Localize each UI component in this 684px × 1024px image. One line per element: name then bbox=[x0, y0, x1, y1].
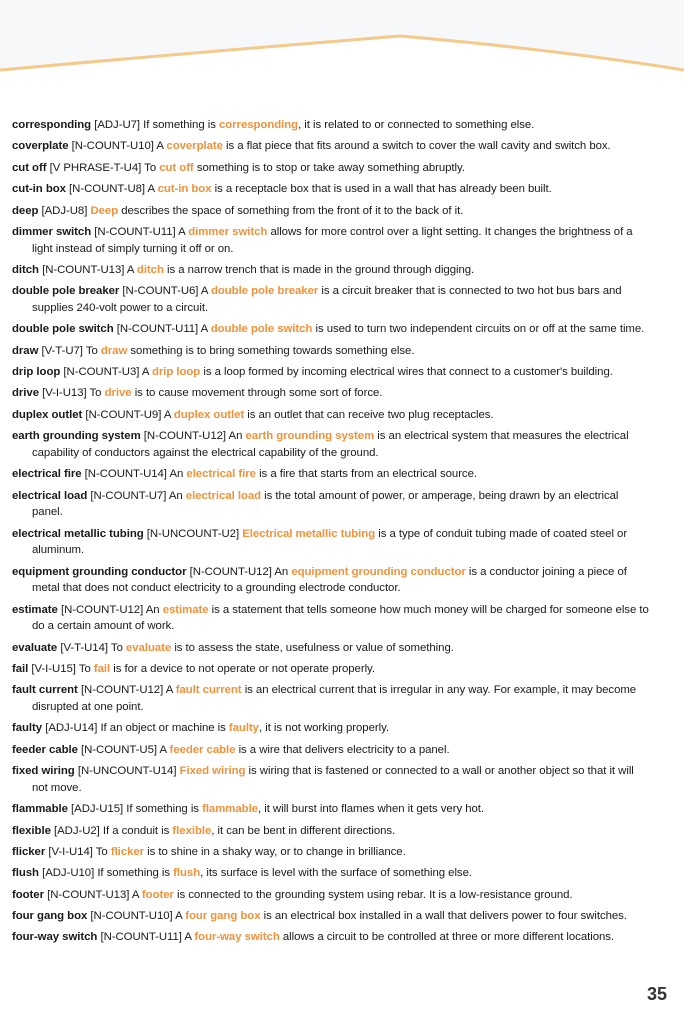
entry-term: cut-in box bbox=[12, 183, 66, 196]
entry-text-after: is a type of conduit tubing made of coated steel or aluminum. bbox=[32, 527, 628, 557]
entry-tag: [N-COUNT-U11] bbox=[94, 225, 176, 238]
entry-term: flammable bbox=[12, 803, 68, 816]
entry-tag: [ADJ-U7] bbox=[94, 119, 141, 131]
entry-highlight: Fixed wiring bbox=[179, 765, 246, 778]
entry-text-before: To bbox=[95, 845, 108, 858]
entry-term: dimmer switch bbox=[12, 225, 92, 238]
entry-highlight: electrical fire bbox=[186, 468, 256, 481]
entry-tag: [V-T-U14] bbox=[60, 641, 108, 654]
entry-text-before: A bbox=[184, 931, 192, 944]
entry-term: drip loop bbox=[12, 366, 61, 379]
entry-tag: [ADJ-U15] bbox=[71, 803, 124, 816]
entry-text-before: To bbox=[78, 662, 91, 675]
entry-highlight: faulty bbox=[228, 722, 259, 735]
glossary-entry bbox=[12, 929, 652, 946]
entry-highlight: coverplate bbox=[166, 140, 223, 153]
entry-term: double pole switch bbox=[12, 323, 114, 336]
entry-highlight: drive bbox=[104, 387, 132, 400]
entry-text-after: allows for more control over a light setting. It changes the brightness of a light instead of simply turning it off or on. bbox=[32, 225, 633, 255]
entry-text-after: is to assess the state, usefulness or value of something. bbox=[174, 641, 454, 654]
glossary-entry bbox=[12, 602, 652, 635]
entry-tag: [N-COUNT-U12] bbox=[189, 565, 272, 578]
entry-term: fail bbox=[12, 662, 29, 675]
glossary-entry bbox=[12, 385, 652, 402]
entry-text-after: is an electrical box installed in a wall that delivers power to four switches. bbox=[263, 910, 627, 923]
entry-tag: [N-COUNT-U7] bbox=[90, 489, 167, 502]
glossary-entry bbox=[12, 364, 652, 381]
entry-term: drive bbox=[12, 387, 39, 400]
entry-text-before: To bbox=[85, 344, 98, 357]
entry-text-after: something is to bring something towards something else. bbox=[130, 344, 415, 357]
entry-text-after: is a loop formed by incoming electrical wires that connect to a customer's building. bbox=[203, 366, 613, 379]
glossary-entry bbox=[12, 160, 652, 177]
entry-term: evaluate bbox=[12, 641, 58, 654]
glossary-entry bbox=[12, 283, 652, 316]
entry-term: four-way switch bbox=[12, 931, 98, 944]
entry-tag: [N-COUNT-U11] bbox=[100, 931, 182, 944]
entry-text-before: A bbox=[131, 888, 139, 901]
entry-text-before: A bbox=[126, 263, 134, 276]
glossary-entry bbox=[12, 640, 652, 657]
entry-tag: [N-COUNT-U12] bbox=[80, 684, 164, 697]
entry-highlight: corresponding bbox=[218, 119, 299, 131]
entry-tag: [V-I-U13] bbox=[42, 387, 87, 400]
entry-highlight: drip loop bbox=[151, 366, 201, 379]
entry-text-after: is used to turn two independent circuits on or off at the same time. bbox=[315, 323, 645, 336]
entry-highlight: four-way switch bbox=[194, 931, 280, 944]
glossary-entry bbox=[12, 407, 652, 424]
entry-tag: [N-COUNT-U3] bbox=[63, 366, 140, 379]
entry-text-after: is a statement that tells someone how much money will be charged for someone else to do a certain amount of work. bbox=[32, 603, 649, 633]
entry-text-after: is a narrow trench that is made in the ground through digging. bbox=[167, 263, 475, 276]
entry-highlight: earth grounding system bbox=[245, 430, 375, 443]
entry-highlight: equipment grounding conductor bbox=[291, 565, 466, 578]
entry-term: electrical fire bbox=[12, 468, 82, 481]
entry-text-before: An bbox=[169, 468, 184, 481]
entry-text-before: If a conduit is bbox=[102, 824, 170, 837]
entry-text-before: An bbox=[168, 489, 183, 502]
entry-highlight: fault current bbox=[175, 684, 242, 697]
entry-text-after: is a conductor joining a piece of metal that does not conduct electricity to a grounding electrode conductor. bbox=[32, 565, 627, 595]
glossary-entry bbox=[12, 466, 652, 483]
entry-text-before: If something is bbox=[143, 119, 216, 131]
entry-text-before: A bbox=[178, 225, 186, 238]
page-number: 35 bbox=[646, 984, 667, 1004]
entry-text-before: A bbox=[165, 684, 173, 697]
glossary-entry bbox=[12, 682, 652, 715]
entry-text-after: is an electrical current that is irregular in any way. For example, it may become disrupted at one point. bbox=[32, 684, 637, 713]
entry-term: electrical load bbox=[12, 489, 88, 502]
entry-tag: [V-T-U7] bbox=[41, 344, 83, 357]
entry-term: cut off bbox=[12, 161, 47, 174]
entry-term: corresponding bbox=[12, 119, 92, 131]
entry-term: coverplate bbox=[12, 140, 69, 153]
entry-tag: [ADJ-U2] bbox=[53, 824, 100, 837]
entry-term: electrical metallic tubing bbox=[12, 527, 144, 540]
entry-text-before: A bbox=[163, 408, 171, 421]
entry-highlight: ditch bbox=[136, 263, 164, 276]
glossary-entry bbox=[12, 742, 652, 759]
glossary-entry bbox=[12, 138, 652, 155]
entry-text-after: something is to stop or take away something abruptly. bbox=[196, 161, 465, 174]
entry-highlight: estimate bbox=[162, 603, 209, 616]
glossary-list bbox=[12, 117, 652, 951]
entry-text-after: is the total amount of power, or amperage, being drawn by an electrical panel. bbox=[32, 489, 619, 519]
entry-tag: [N-COUNT-U14] bbox=[84, 468, 167, 481]
entry-tag: [N-COUNT-U13] bbox=[42, 263, 125, 276]
glossary-entry bbox=[12, 428, 652, 461]
entry-term: earth grounding system bbox=[12, 430, 141, 443]
entry-tag: [N-COUNT-U12] bbox=[60, 603, 144, 616]
entry-text-before: A bbox=[175, 910, 183, 923]
entry-term: four gang box bbox=[12, 910, 88, 923]
entry-term: faulty bbox=[12, 722, 43, 735]
entry-text-after: , it is not working properly. bbox=[258, 722, 389, 735]
entry-text-after: allows a circuit to be controlled at three or more different locations. bbox=[282, 931, 615, 944]
entry-tag: [N-COUNT-U6] bbox=[122, 285, 199, 298]
entry-text-before: A bbox=[200, 323, 208, 336]
glossary-entry bbox=[12, 823, 652, 840]
glossary-entry bbox=[12, 908, 652, 925]
glossary-entry bbox=[12, 865, 652, 882]
glossary-entry bbox=[12, 763, 652, 796]
entry-highlight: evaluate bbox=[125, 641, 172, 654]
entry-highlight: duplex outlet bbox=[173, 408, 245, 421]
entry-highlight: cut-in box bbox=[157, 183, 212, 196]
entry-term: flexible bbox=[12, 824, 51, 837]
entry-highlight: electrical load bbox=[185, 489, 262, 502]
entry-text-before: To bbox=[89, 387, 102, 400]
glossary-entry bbox=[12, 488, 652, 521]
entry-term: ditch bbox=[12, 263, 39, 276]
entry-text-before: An bbox=[274, 565, 289, 578]
entry-text-before: A bbox=[156, 140, 164, 153]
entry-tag: [N-COUNT-U13] bbox=[47, 888, 130, 901]
entry-tag: [V-I-U15] bbox=[31, 662, 76, 675]
entry-text-before: If something is bbox=[126, 803, 199, 816]
glossary-entry bbox=[12, 661, 652, 678]
entry-text-after: is a fire that starts from an electrical source. bbox=[259, 468, 477, 481]
entry-term: flush bbox=[12, 867, 39, 880]
glossary-entry bbox=[12, 526, 652, 559]
glossary-entry bbox=[12, 844, 652, 861]
entry-tag: [N-COUNT-U5] bbox=[81, 743, 157, 756]
entry-highlight: footer bbox=[141, 888, 174, 901]
entry-text-before: If something is bbox=[97, 867, 171, 880]
entry-highlight: feeder cable bbox=[169, 743, 236, 756]
entry-highlight: fail bbox=[93, 662, 111, 675]
glossary-entry bbox=[12, 117, 652, 134]
entry-text-after: is to cause movement through some sort of force. bbox=[134, 387, 383, 400]
entry-term: deep bbox=[12, 204, 39, 217]
header-decoration bbox=[0, 0, 684, 80]
entry-highlight: dimmer switch bbox=[188, 225, 268, 238]
entry-text-after: is an outlet that can receive two plug receptacles. bbox=[247, 408, 494, 421]
entry-tag: [V PHRASE-T-U4] bbox=[49, 161, 142, 174]
entry-text-before: If an object or machine is bbox=[100, 722, 226, 735]
glossary-entry bbox=[12, 262, 652, 279]
entry-text-after: , it is related to or connected to something else. bbox=[298, 119, 535, 131]
entry-term: draw bbox=[12, 344, 39, 357]
entry-term: flicker bbox=[12, 845, 46, 858]
entry-tag: [N-COUNT-U8] bbox=[69, 183, 146, 196]
entry-text-before: A bbox=[147, 183, 155, 196]
glossary-entry bbox=[12, 203, 652, 220]
glossary-entry bbox=[12, 321, 652, 338]
entry-tag: [N-COUNT-U9] bbox=[85, 408, 162, 421]
entry-text-before: A bbox=[141, 366, 149, 379]
entry-text-before: To bbox=[144, 161, 157, 174]
entry-text-before: A bbox=[200, 285, 208, 298]
entry-text-before: An bbox=[228, 430, 243, 443]
entry-text-after: is to shine in a shaky way, or to change in brilliance. bbox=[147, 845, 406, 858]
entry-highlight: draw bbox=[100, 344, 128, 357]
entry-highlight: cut off bbox=[159, 161, 194, 174]
entry-text-after: , its surface is level with the surface of something else. bbox=[200, 867, 472, 880]
entry-text-after: is wiring that is fastened or connected to a wall or another object so that it will not move. bbox=[32, 765, 634, 794]
entry-text-after: is a circuit breaker that is connected to two hot bus bars and supplies 240-volt power to a circuit. bbox=[32, 285, 622, 314]
entry-text-after: is an electrical system that measures the electrical capability of conductors against the electrical capability of the ground. bbox=[32, 430, 629, 459]
entry-highlight: flicker bbox=[110, 845, 145, 858]
glossary-entry bbox=[12, 801, 652, 818]
entry-text-after: is connected to the grounding system using rebar. It is a low-resistance ground. bbox=[177, 888, 573, 901]
entry-text-after: describes the space of something from the front of it to the back of it. bbox=[121, 204, 464, 217]
entry-term: double pole breaker bbox=[12, 285, 120, 298]
entry-highlight: flammable bbox=[202, 803, 258, 816]
entry-term: equipment grounding conductor bbox=[12, 565, 187, 578]
entry-highlight: four gang box bbox=[185, 910, 261, 923]
entry-tag: [N-COUNT-U10] bbox=[71, 140, 154, 153]
entry-text-after: is a wire that delivers electricity to a panel. bbox=[238, 743, 450, 756]
glossary-entry bbox=[12, 181, 652, 198]
entry-term: fault current bbox=[12, 684, 78, 697]
entry-text-after: is a receptacle box that is used in a wall that has already been built. bbox=[214, 183, 552, 196]
entry-highlight: double pole switch bbox=[210, 323, 313, 336]
entry-tag: [ADJ-U14] bbox=[45, 722, 98, 735]
entry-tag: [V-I-U14] bbox=[48, 845, 93, 858]
entry-term: feeder cable bbox=[12, 743, 78, 756]
entry-highlight: Deep bbox=[90, 204, 119, 217]
entry-highlight: Electrical metallic tubing bbox=[242, 527, 376, 540]
entry-tag: [N-UNCOUNT-U14] bbox=[77, 765, 177, 778]
entry-text-after: , it can be bent in different directions. bbox=[211, 824, 396, 837]
entry-highlight: flexible bbox=[172, 824, 212, 837]
entry-term: fixed wiring bbox=[12, 765, 75, 778]
entry-highlight: flush bbox=[173, 867, 201, 880]
entry-term: estimate bbox=[12, 603, 58, 616]
entry-tag: [N-COUNT-U12] bbox=[143, 430, 227, 443]
entry-text-before: To bbox=[110, 641, 123, 654]
glossary-entry bbox=[12, 564, 652, 597]
entry-tag: [N-COUNT-U10] bbox=[90, 910, 173, 923]
entry-tag: [ADJ-U10] bbox=[42, 867, 95, 880]
entry-tag: [N-UNCOUNT-U2] bbox=[146, 527, 240, 540]
entry-term: duplex outlet bbox=[12, 408, 83, 421]
glossary-entry bbox=[12, 887, 652, 904]
entry-tag: [N-COUNT-U11] bbox=[116, 323, 199, 336]
entry-text-after: is for a device to not operate or not operate properly. bbox=[113, 662, 375, 675]
entry-text-before: An bbox=[145, 603, 160, 616]
glossary-entry bbox=[12, 720, 652, 737]
entry-text-before: A bbox=[159, 743, 167, 756]
entry-text-after: is a flat piece that fits around a switch to cover the wall cavity and switch box. bbox=[226, 140, 611, 153]
entry-term: footer bbox=[12, 888, 44, 901]
entry-tag: [ADJ-U8] bbox=[41, 204, 88, 217]
entry-highlight: double pole breaker bbox=[210, 285, 319, 298]
glossary-entry bbox=[12, 224, 652, 257]
glossary-entry bbox=[12, 343, 652, 360]
entry-text-after: , it will burst into flames when it gets very hot. bbox=[257, 803, 485, 816]
